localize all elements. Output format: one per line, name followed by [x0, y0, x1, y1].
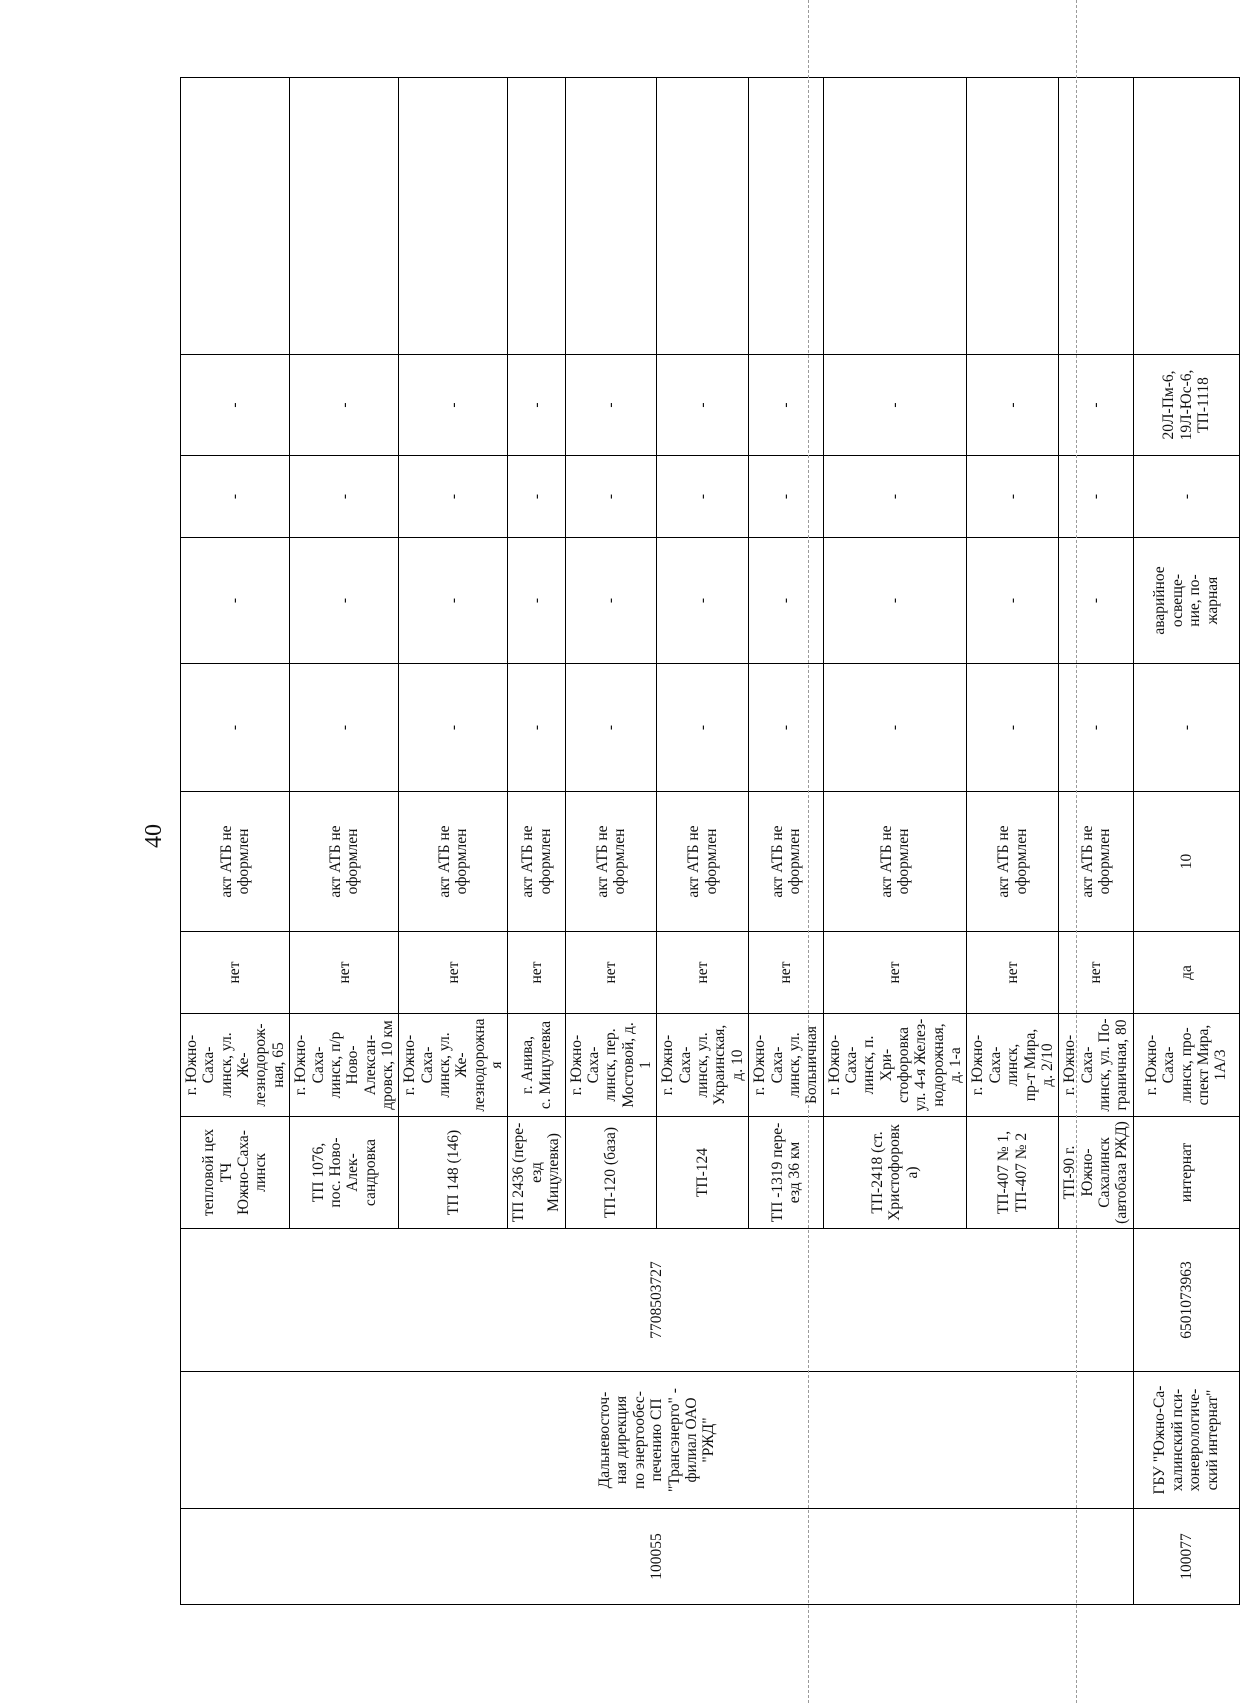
value-cell: -	[399, 355, 508, 456]
flag-cell: нет	[565, 932, 657, 1014]
value-cell: -	[399, 538, 508, 664]
value-cell: -	[657, 456, 749, 538]
account-code-cell: 100077	[1133, 1509, 1239, 1605]
value-cell: 20Л-Пм-6, 19Л-Юс-6, ТП-1118	[1133, 355, 1239, 456]
empty-cell	[657, 78, 749, 355]
value-cell: -	[1133, 456, 1239, 538]
object-cell: ТП 2436 (пере- езд Мицулевка)	[508, 1117, 565, 1229]
flag-cell: да	[1133, 932, 1239, 1014]
table-frame	[180, 78, 1230, 1605]
address-cell: г. Южно-Саха- линск, ул. По- граничная, 80	[1059, 1014, 1133, 1117]
value-cell: -	[749, 456, 823, 538]
value-cell: -	[749, 664, 823, 792]
value-cell: -	[565, 664, 657, 792]
organization-cell: ГБУ "Южно-Са- халинский пси- хоневрологиче- ский интернат"	[1133, 1372, 1239, 1509]
address-cell: г. Южно-Саха- линск, п/р Ново-Алексан- дровск, 10 км	[290, 1014, 399, 1117]
empty-cell	[823, 78, 967, 355]
object-cell: ТП-2418 (ст. Христофоровка)	[823, 1117, 967, 1229]
scan-fold-line	[808, 0, 809, 1703]
empty-cell	[508, 78, 565, 355]
empty-cell	[565, 78, 657, 355]
act-cell: акт АТБ не оформлен	[508, 792, 565, 932]
object-cell: ТП 148 (146)	[399, 1117, 508, 1229]
inn-cell: 7708503727	[181, 1229, 1134, 1372]
value-cell: -	[1059, 355, 1133, 456]
empty-cell	[290, 78, 399, 355]
act-cell: акт АТБ не оформлен	[290, 792, 399, 932]
value-cell: -	[967, 664, 1059, 792]
value-cell: -	[508, 355, 565, 456]
object-cell: ТП -1319 пере- езд 36 км	[749, 1117, 823, 1229]
empty-cell	[1133, 78, 1239, 355]
flag-cell: нет	[290, 932, 399, 1014]
flag-cell: нет	[749, 932, 823, 1014]
value-cell: -	[290, 664, 399, 792]
value-cell: аварийное освеще- ние, по- жарная	[1133, 538, 1239, 664]
value-cell: -	[749, 355, 823, 456]
object-cell: ТП 1076, пос. Ново-Алек- сандровка	[290, 1117, 399, 1229]
empty-cell	[749, 78, 823, 355]
flag-cell: нет	[1059, 932, 1133, 1014]
organization-cell: Дальневосточ- ная дирекция по энергообес- печению СП "Трансэнерго" - филиал ОАО "РЖД"	[181, 1372, 1134, 1509]
value-cell: -	[290, 355, 399, 456]
act-cell: акт АТБ не оформлен	[823, 792, 967, 932]
address-cell: г. Южно-Саха- линск, п. Хри- стофоровка ул. 4-я Желез- нодорожная, д. 1-а	[823, 1014, 967, 1117]
value-cell: -	[1133, 664, 1239, 792]
rotated-table-container	[180, 78, 1230, 1605]
value-cell: -	[657, 664, 749, 792]
address-cell: г. Южно-Саха- линск, пер. Мостовой, д. 1	[565, 1014, 657, 1117]
address-cell: г. Южно-Саха- линск, ул. Же- лезнодорожная	[399, 1014, 508, 1117]
address-cell: г. Анива, с. Мицулевка	[508, 1014, 565, 1117]
value-cell: -	[1059, 456, 1133, 538]
address-cell: г. Южно-Саха- линск, пр-т Мира, д. 2/10	[967, 1014, 1059, 1117]
value-cell: -	[967, 456, 1059, 538]
value-cell: -	[565, 355, 657, 456]
address-cell: г. Южно-Саха- линск, ул. Украинская, д. 10	[657, 1014, 749, 1117]
empty-cell	[399, 78, 508, 355]
table-row	[181, 78, 290, 1605]
act-cell: акт АТБ не оформлен	[399, 792, 508, 932]
empty-cell	[967, 78, 1059, 355]
flag-cell: нет	[508, 932, 565, 1014]
object-cell: тепловой цех ТЧ Южно-Саха- линск	[181, 1117, 290, 1229]
object-cell: ТП-124	[657, 1117, 749, 1229]
address-cell: г. Южно-Саха- линск, про- спект Мира, 1А/3	[1133, 1014, 1239, 1117]
value-cell: -	[823, 538, 967, 664]
value-cell: -	[508, 664, 565, 792]
value-cell: -	[290, 456, 399, 538]
value-cell: -	[565, 456, 657, 538]
value-cell: -	[508, 538, 565, 664]
object-cell: интернат	[1133, 1117, 1239, 1229]
act-cell: акт АТБ не оформлен	[565, 792, 657, 932]
flag-cell: нет	[657, 932, 749, 1014]
act-cell: акт АТБ не оформлен	[1059, 792, 1133, 932]
act-cell: акт АТБ не оформлен	[749, 792, 823, 932]
inn-cell: 6501073963	[1133, 1229, 1239, 1372]
value-cell: -	[657, 538, 749, 664]
value-cell: -	[823, 355, 967, 456]
flag-cell: нет	[399, 932, 508, 1014]
value-cell: -	[967, 355, 1059, 456]
act-cell: 10	[1133, 792, 1239, 932]
value-cell: -	[565, 538, 657, 664]
value-cell: -	[181, 355, 290, 456]
value-cell: -	[749, 538, 823, 664]
object-cell: ТП-407 № 1, ТП-407 № 2	[967, 1117, 1059, 1229]
object-cell: ТП-90 г. Южно- Сахалинск (автобаза РЖД)	[1059, 1117, 1133, 1229]
value-cell: -	[181, 456, 290, 538]
empty-cell	[181, 78, 290, 355]
value-cell: -	[508, 456, 565, 538]
flag-cell: нет	[181, 932, 290, 1014]
value-cell: -	[657, 355, 749, 456]
value-cell: -	[823, 664, 967, 792]
empty-cell	[1059, 78, 1133, 355]
value-cell: -	[181, 664, 290, 792]
flag-cell: нет	[823, 932, 967, 1014]
page-number: 40	[141, 824, 167, 848]
account-code-cell: 100055	[181, 1509, 1134, 1605]
address-cell: г. Южно-Саха- линск, ул. Же- лезнодорож- ная, 65	[181, 1014, 290, 1117]
act-cell: акт АТБ не оформлен	[181, 792, 290, 932]
value-cell: -	[399, 456, 508, 538]
value-cell: -	[1059, 538, 1133, 664]
act-cell: акт АТБ не оформлен	[657, 792, 749, 932]
value-cell: -	[967, 538, 1059, 664]
object-cell: ТП-120 (база)	[565, 1117, 657, 1229]
consumers-table	[180, 77, 1240, 1605]
table-row	[1133, 78, 1239, 1605]
value-cell: -	[290, 538, 399, 664]
act-cell: акт АТБ не оформлен	[967, 792, 1059, 932]
value-cell: -	[399, 664, 508, 792]
value-cell: -	[823, 456, 967, 538]
value-cell: -	[181, 538, 290, 664]
address-cell: г. Южно-Саха- линск, ул. Больничная	[749, 1014, 823, 1117]
flag-cell: нет	[967, 932, 1059, 1014]
scan-fold-line	[1076, 0, 1077, 1703]
value-cell: -	[1059, 664, 1133, 792]
